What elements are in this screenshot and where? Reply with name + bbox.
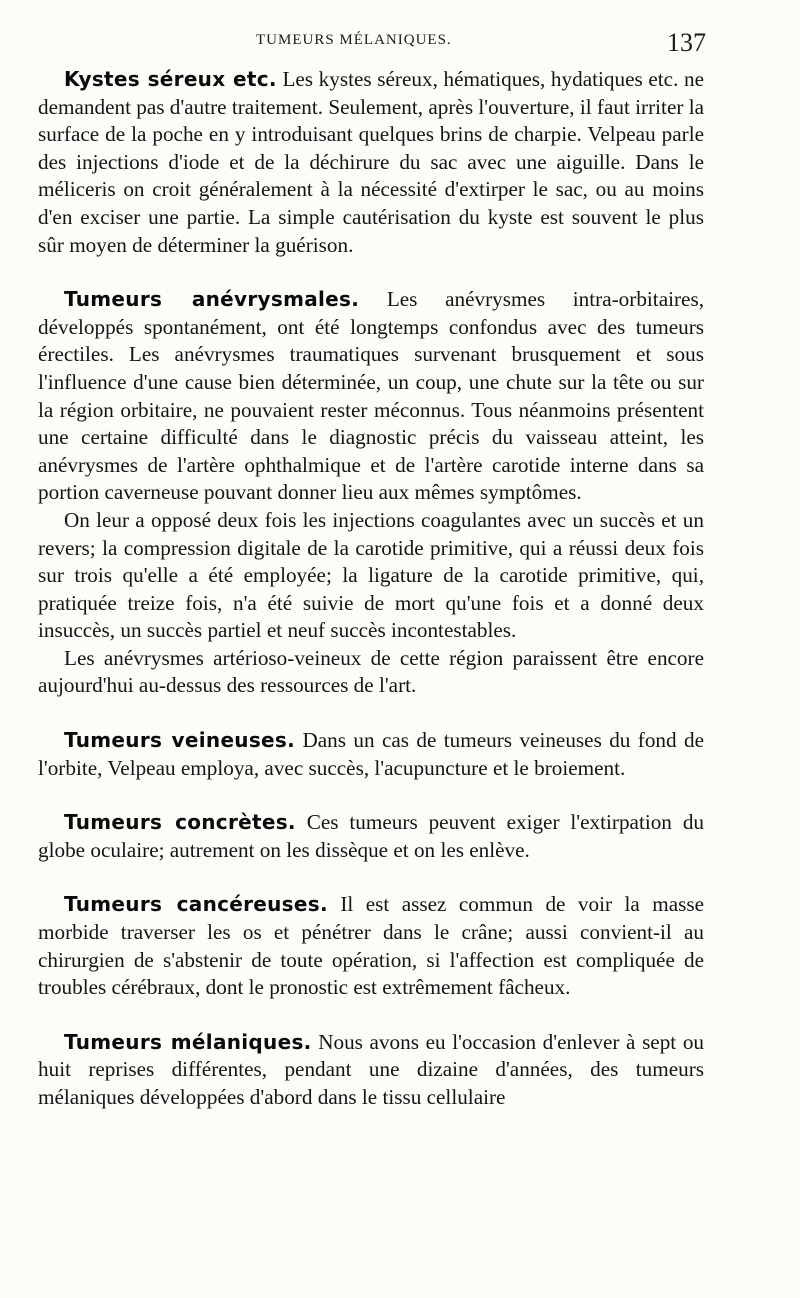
section-kystes-sereux [38, 66, 704, 259]
section-heading: Tumeurs cancéreuses. [64, 892, 328, 917]
section-heading: Tumeurs concrètes. [64, 810, 296, 835]
section-gap [38, 782, 704, 809]
section-tumeurs-melaniques [38, 1029, 704, 1112]
section-tumeurs-cancereuses [38, 891, 704, 1001]
section-tumeurs-veineuses [38, 727, 704, 782]
paragraph-text: Ces tumeurs peuvent exiger l'extirpation du globe oculaire; autrement on les dissèque et on les enlève. [38, 810, 705, 862]
paragraph-text: Il est assez commun de voir la masse morbide traverser les os et pénétrer dans le crâne; aussi convient-il au chirurgien de s'abstenir de toute opération, si l'affection est compliquée de troubles cérébraux, dont le pronostic est extrêmement fâcheux. [38, 892, 704, 1000]
paragraph-text: Nous avons eu l'occasion d'enlever à sept ou huit reprises différentes, pendant une dizaine d'années, des tumeurs mélaniques développées d'abord dans le tissu cellulaire [38, 1029, 705, 1109]
section-heading: Tumeurs anévrysmales. [64, 287, 360, 312]
section-heading: Tumeurs mélaniques. [64, 1029, 312, 1054]
section-gap [38, 259, 704, 286]
paragraph: Les anévrysmes artérioso-veineux de cette région paraissent être encore aujourd'hui au-dessus des ressources de l'art. [38, 645, 704, 698]
running-header [38, 28, 704, 66]
section-gap [38, 864, 704, 891]
section-tumeurs-anevrysmales [38, 286, 704, 507]
paragraph-text: Les anévrysmes intra-orbitaires, développés spontanément, ont été longtemps confondus avec des tumeurs érectiles. Les anévrysmes traumatiques survenant brusquement et sous l'influence d'une cause bien déterminée, un coup, une chute sur la tête ou sur la région orbitaire, ne pouvaient rester méconnus. Tous néanmoins présentent une certaine difficulté dans le diagnostic précis du vaisseau atteint, les anévrysmes de l'artère ophthalmique et de l'artère carotide interne dans sa portion caverneuse pouvant donner lieu aux mêmes symptômes. [38, 287, 704, 505]
paragraph-text: Les kystes séreux, hématiques, hydatiques etc. ne demandent pas d'autre traitement. Seulement, après l'ouverture, il faut irriter la surface de la poche en y introduisant quelques brins de charpie. Velpeau parle des injections d'iode et de la déchirure du sac avec une aiguille. Dans le méliceris on croit généralement à la nécessité d'extirper le sac, ou au moins d'en exciser une partie. La simple cautérisation du kyste est souvent le plus sûr moyen de déterminer la guérison. [38, 67, 704, 257]
section-gap [38, 700, 704, 727]
page-number: 137 [667, 28, 706, 57]
section-heading: Kystes séreux etc. [64, 67, 277, 91]
section-gap [38, 1002, 704, 1029]
section-tumeurs-concretes [38, 809, 704, 864]
section-heading: Tumeurs veineuses. [64, 728, 296, 753]
running-title: TUMEURS MÉLANIQUES. [256, 32, 452, 48]
paragraph: On leur a opposé deux fois les injections coagulantes avec un succès et un revers; la compression digitale de la carotide primitive, qui a réussi deux fois sur trois qu'elle a été employée; la ligature de la carotide primitive, qui, pratiquée treize fois, n'a été suivie de mort qu'une fois et a donné deux insuccès, un succès partiel et neuf succès incontestables. [38, 507, 704, 643]
paragraph-text: Dans un cas de tumeurs veineuses du fond de l'orbite, Velpeau employa, avec succès, l'acupuncture et le broiement. [38, 728, 705, 780]
